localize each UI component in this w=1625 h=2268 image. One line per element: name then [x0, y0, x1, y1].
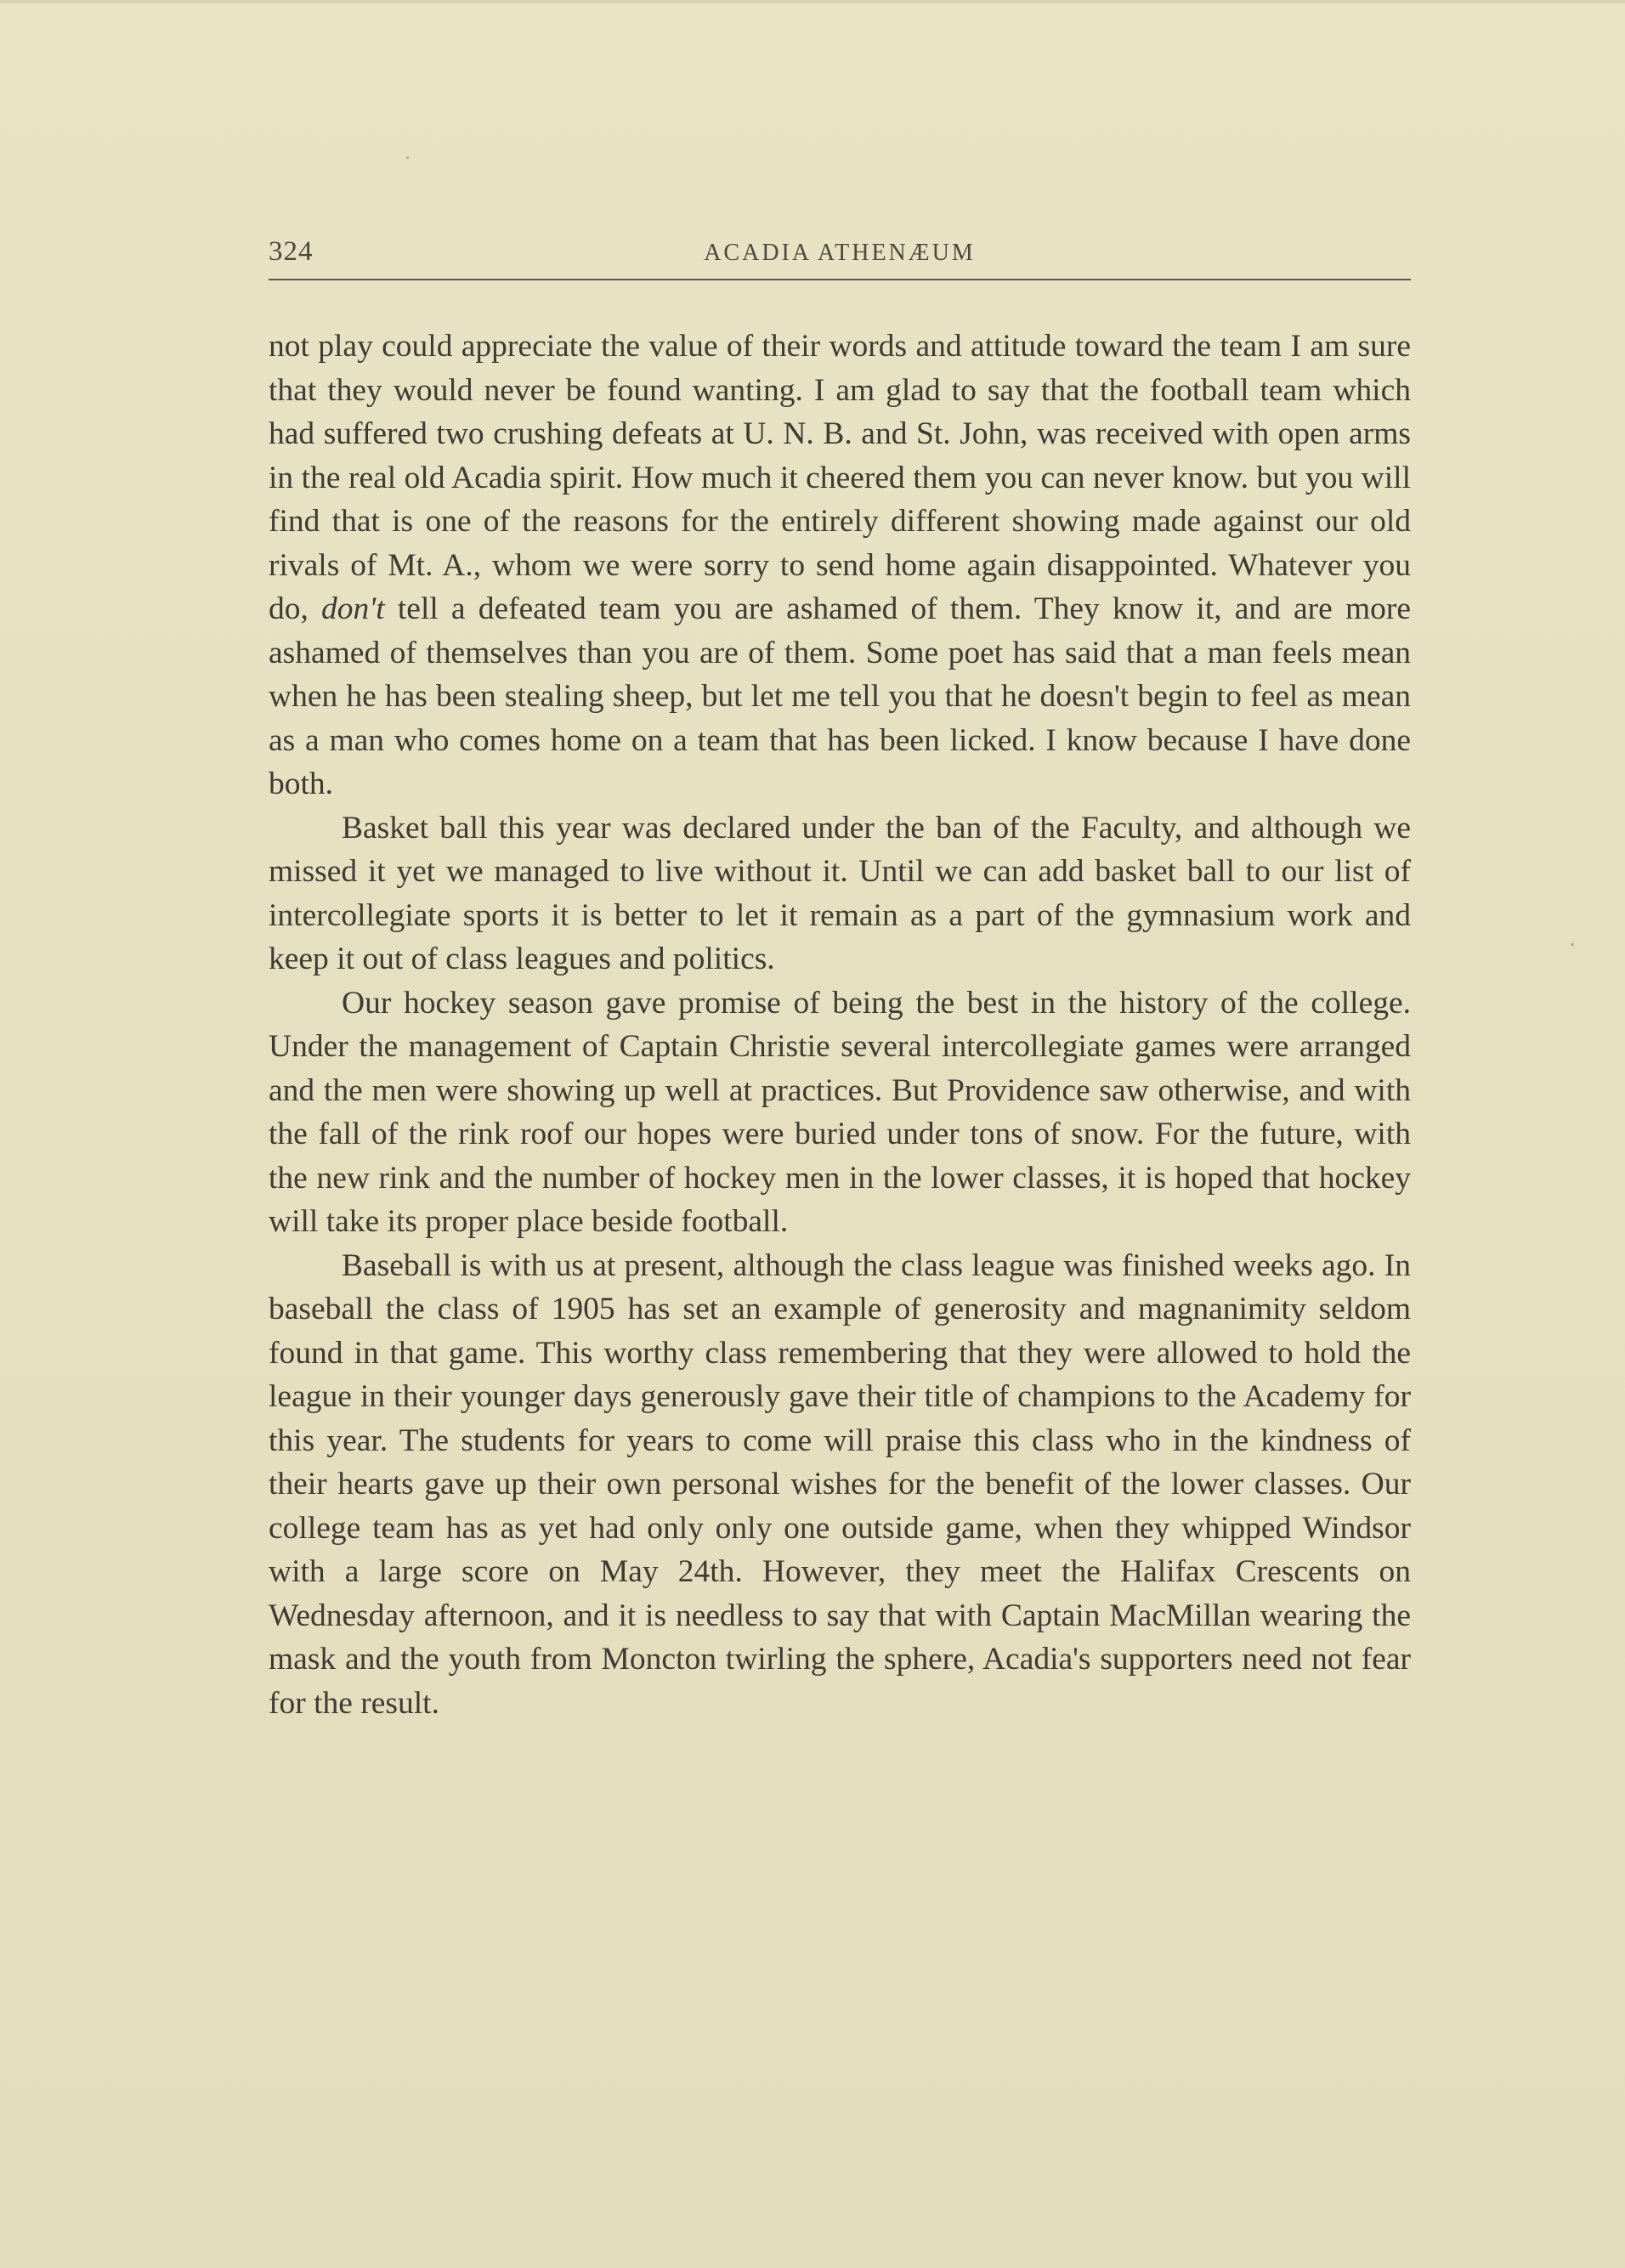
page-top-edge — [0, 0, 1625, 3]
page-number: 324 — [269, 236, 314, 267]
running-title: ACADIA ATHENÆUM — [704, 240, 976, 266]
paragraph-football — [269, 325, 1411, 806]
paper-speck-mark — [406, 156, 409, 159]
paragraph-football-text: not play could appreciate the value of their words and attitude toward the team I am sure that they would never be found wanting. I am glad to say that the football team which had suffered two crushing defeats at U. N. B. and St. John, was received with open arms in the real old Acadia spirit. How much it cheered them you can never know. but you will find that is one of the reasons for the entirely different showing made against our old rivals of Mt. A., whom we were sorry to send home again disappointed. Whatever you do, — [269, 329, 1411, 626]
paragraph-football-text-continued: tell a defeated team you are ashamed of them. They know it, and are more ashamed of themselves than you are of them. Some poet has said that a man feels mean when he has been stealing sheep, but let me tell you that he doesn't begin to feel as mean as a man who comes home on a team that has been licked. I know because I have done both. — [269, 591, 1412, 801]
paragraph-baseball: Baseball is with us at present, although the class league was finished weeks ago. In baseball the class of 1905 has set an example of generosity and magnanimity seldom found in that game. This worthy class remembering that they were allowed to hold the league in their younger days generously gave their title of champions to the Academy for this year. The students for years to come will praise this class who in the kindness of their hearts gave up their own personal wishes for the benefit of the lower classes. Our college team has as yet had only only one outside game, when they whipped Windsor with a large score on May 24th. However, they meet the Halifax Crescents on Wednesday afternoon, and it is needless to say that with Captain MacMillan wearing the mask and the youth from Moncton twirling the sphere, Acadia's supporters need not fear for the result. — [269, 1247, 1411, 1721]
emphasized-word: don't — [321, 591, 385, 626]
article-body — [269, 325, 1411, 1725]
paragraph-basketball: Basket ball this year was declared under the ban of the Faculty, and although we missed it yet we managed to live without it. Until we can add basket ball to our list of intercollegiate sports it is better to let it remain as a part of the gymnasium work and keep it out of class leagues and politics. — [269, 810, 1411, 976]
paragraph-hockey: Our hockey season gave promise of being the best in the history of the college. Under the management of Captain Christie several intercollegiate games were arranged and the men were showing up well at practices. But Providence saw otherwise, and with the fall of the rink roof our hopes were buried under tons of snow. For the future, with the new rink and the number of hockey men in the lower classes, it is hoped that hockey will take its proper place beside football. — [269, 985, 1411, 1239]
page-header — [269, 231, 1411, 282]
paper-speck-mark — [1571, 943, 1574, 946]
header-rule — [269, 279, 1411, 280]
